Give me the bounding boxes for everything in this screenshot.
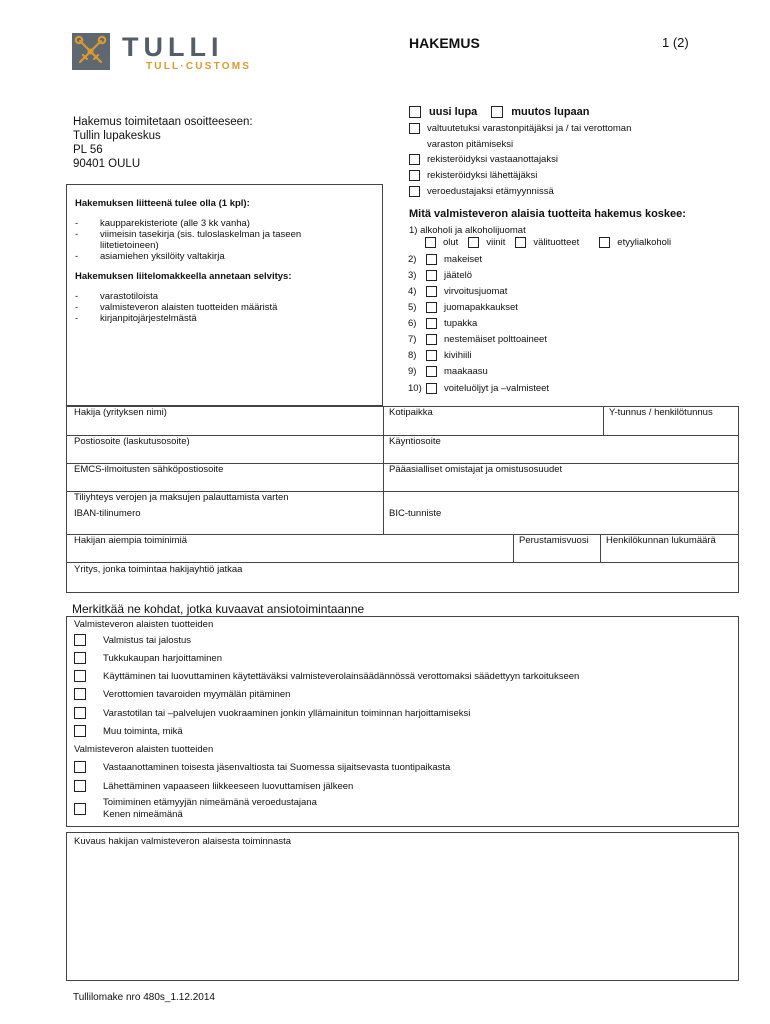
product-checkbox[interactable] bbox=[426, 286, 437, 297]
activity-label: Tukkukaupan harjoittaminen bbox=[103, 652, 222, 664]
tax-rep-label: veroedustajaksi etämyynnissä bbox=[427, 186, 554, 197]
product-number: 5) bbox=[408, 302, 417, 313]
permit-option-consignee bbox=[409, 154, 558, 165]
iban-field[interactable]: IBAN-tilinumero bbox=[74, 508, 141, 519]
activity-item bbox=[74, 725, 183, 737]
permit-change-checkbox[interactable] bbox=[491, 106, 503, 118]
product-number: 2) bbox=[408, 254, 417, 265]
activity-item bbox=[74, 634, 191, 646]
permit-option-tax-rep bbox=[409, 186, 554, 197]
product-number: 4) bbox=[408, 286, 417, 297]
permit-change-label: muutos lupaan bbox=[511, 106, 590, 118]
founded-year-field[interactable]: Perustamisvuosi bbox=[519, 535, 589, 546]
activity-checkbox[interactable] bbox=[74, 634, 86, 646]
product-checkbox[interactable] bbox=[426, 270, 437, 281]
activity-checkbox[interactable] bbox=[74, 707, 86, 719]
permit-type-row bbox=[409, 106, 590, 118]
intermediate-label: välituotteet bbox=[533, 237, 580, 248]
attachment-item: - kaupparekisteriote (alle 3 kk vanha) bbox=[75, 218, 382, 229]
address-postcode-city: 90401 OULU bbox=[73, 158, 141, 170]
supplement-item: - varastotiloista bbox=[75, 291, 382, 302]
activities-box bbox=[66, 616, 739, 827]
activity-checkbox[interactable] bbox=[74, 780, 86, 792]
owners-field[interactable]: Pääasialliset omistajat ja omistusosuudet bbox=[389, 464, 563, 475]
product-row bbox=[408, 383, 549, 394]
product-checkbox[interactable] bbox=[426, 302, 437, 313]
product-alcohol-label: 1) alkoholi ja alkoholijuomat bbox=[409, 225, 526, 236]
product-checkbox[interactable] bbox=[426, 334, 437, 345]
activity-description-label: Kuvaus hakijan valmisteveron alaisesta toiminnasta bbox=[74, 836, 292, 847]
product-row bbox=[408, 318, 477, 329]
tax-rep-activity-label: Toimiminen etämyyjän nimeämänä veroedustajana bbox=[103, 797, 317, 808]
attachment-item: - asiamiehen yksilöity valtakirja bbox=[75, 251, 382, 262]
warehouse-checkbox[interactable] bbox=[409, 123, 420, 134]
supplement-item: - valmisteveron alaisten tuotteiden määristä bbox=[75, 302, 382, 313]
permit-option-warehouse bbox=[409, 123, 631, 134]
product-number: 7) bbox=[408, 334, 417, 345]
activity-checkbox[interactable] bbox=[74, 652, 86, 664]
address-intro: Hakemus toimitetaan osoitteeseen: bbox=[73, 116, 253, 128]
bic-field[interactable]: BIC-tunniste bbox=[389, 508, 442, 519]
activity-checkbox[interactable] bbox=[74, 761, 86, 773]
activity-label: Verottomien tavaroiden myymälän pitäminen bbox=[103, 688, 291, 700]
product-checkbox[interactable] bbox=[426, 350, 437, 361]
product-label: voiteluöljyt ja –valmisteet bbox=[444, 383, 550, 394]
successor-field[interactable]: Yritys, jonka toimintaa hakijayhtiö jatkaa bbox=[74, 564, 243, 575]
form-number: Tullilomake nro 480s_1.12.2014 bbox=[73, 992, 215, 1003]
activity-item bbox=[74, 797, 317, 821]
supplement-heading: Hakemuksen liitelomakkeella annetaan selvitys: bbox=[75, 271, 292, 282]
postal-address-field[interactable]: Postiosoite (laskutusosoite) bbox=[74, 436, 190, 447]
tax-rep-checkbox[interactable] bbox=[409, 186, 420, 197]
activity-label: Varastotilan tai –palvelujen vuokraaminen jonkin yllämainitun toiminnan harjoittamiseksi bbox=[103, 707, 471, 719]
domicile-field[interactable]: Kotipaikka bbox=[389, 407, 433, 418]
previous-names-field[interactable]: Hakijan aiempia toiminimiä bbox=[74, 535, 187, 546]
activity-group-heading: Valmisteveron alaisten tuotteiden bbox=[74, 619, 214, 630]
product-row bbox=[408, 286, 507, 297]
emcs-email-field[interactable]: EMCS-ilmoitusten sähköpostiosoite bbox=[74, 464, 224, 475]
product-label: jäätelö bbox=[444, 270, 472, 281]
address-office: Tullin lupakeskus bbox=[73, 130, 161, 142]
product-row bbox=[408, 334, 547, 345]
beer-checkbox[interactable] bbox=[425, 237, 436, 248]
product-label: makeiset bbox=[444, 254, 483, 265]
form-title: HAKEMUS bbox=[409, 35, 480, 51]
activity-checkbox[interactable] bbox=[74, 688, 86, 700]
product-number: 6) bbox=[408, 318, 417, 329]
activity-label: Lähettäminen vapaaseen liikkeeseen luovuttamisen jälkeen bbox=[103, 780, 354, 792]
warehouse-label: valtuutetuksi varastonpitäjäksi ja / tai verottoman bbox=[427, 123, 632, 134]
business-id-field[interactable]: Y-tunnus / henkilötunnus bbox=[609, 407, 713, 418]
consignor-checkbox[interactable] bbox=[409, 170, 420, 181]
recipient-address bbox=[73, 115, 253, 171]
intermediate-checkbox[interactable] bbox=[515, 237, 526, 248]
activities-title: Merkitkää ne kohdat, jotka kuvaavat ansiotoimintaanne bbox=[72, 602, 365, 616]
product-row bbox=[408, 350, 471, 361]
product-row bbox=[408, 366, 488, 377]
activity-label bbox=[103, 797, 317, 821]
crossed-keys-icon bbox=[72, 33, 110, 70]
product-checkbox[interactable] bbox=[426, 318, 437, 329]
address-po-box: PL 56 bbox=[73, 144, 103, 156]
customs-logo-emblem bbox=[72, 33, 110, 70]
activity-item bbox=[74, 688, 290, 700]
product-label: juomapakkaukset bbox=[444, 302, 518, 313]
activity-group-heading: Valmisteveron alaisten tuotteiden bbox=[74, 744, 214, 755]
warehouse-label-cont: varaston pitämiseksi bbox=[427, 139, 514, 150]
product-label: nestemäiset polttoaineet bbox=[444, 334, 547, 345]
activity-item bbox=[74, 761, 450, 773]
supplement-item: - kirjanpitojärjestelmästä bbox=[75, 313, 382, 324]
alcohol-subtypes bbox=[425, 237, 681, 248]
new-permit-checkbox[interactable] bbox=[409, 106, 421, 118]
product-label: kivihiili bbox=[444, 350, 472, 361]
activity-item bbox=[74, 670, 579, 682]
beer-label: olut bbox=[443, 237, 459, 248]
product-checkbox[interactable] bbox=[426, 366, 437, 377]
logo-subtitle: TULL·CUSTOMS bbox=[146, 61, 252, 72]
product-number: 10) bbox=[408, 383, 422, 394]
attachments-heading: Hakemuksen liitteenä tulee olla (1 kpl): bbox=[75, 198, 250, 209]
product-label: virvoitusjuomat bbox=[444, 286, 508, 297]
attachment-item: - viimeisin tasekirja (sis. tuloslaskelman ja taseen liitetietoineen) bbox=[75, 229, 360, 251]
activity-description-field[interactable] bbox=[66, 832, 739, 981]
consignor-label: rekisteröidyksi lähettäjäksi bbox=[427, 170, 538, 181]
consignee-label: rekisteröidyksi vastaanottajaksi bbox=[427, 154, 558, 165]
activity-label: Valmistus tai jalostus bbox=[103, 634, 191, 646]
activity-label: Käyttäminen tai luovuttaminen käytettäväksi valmisteverolainsäädännössä verottomaksi säädettyyn tarkoitukseen bbox=[103, 670, 580, 682]
permit-option-consignor bbox=[409, 170, 537, 181]
ethyl-alcohol-label: etyylialkoholi bbox=[617, 237, 672, 248]
activity-item bbox=[74, 652, 222, 664]
attachments-box bbox=[66, 184, 383, 406]
products-question: Mitä valmisteveron alaisia tuotteita hakemus koskee: bbox=[409, 208, 686, 220]
nominator-label: Kenen nimeämänä bbox=[103, 809, 183, 820]
product-label: tupakka bbox=[444, 318, 478, 329]
logo-wordmark: TULLI bbox=[122, 32, 224, 62]
activity-item bbox=[74, 780, 353, 792]
staff-count-field[interactable]: Henkilökunnan lukumäärä bbox=[606, 535, 716, 546]
product-label: maakaasu bbox=[444, 366, 488, 377]
ethyl-alcohol-checkbox[interactable] bbox=[599, 237, 610, 248]
consignee-checkbox[interactable] bbox=[409, 154, 420, 165]
activity-label: Vastaanottaminen toisesta jäsenvaltiosta tai Suomessa sijaitsevasta tuontipaikasta bbox=[103, 761, 451, 773]
activity-label: Muu toiminta, mikä bbox=[103, 725, 183, 737]
product-row bbox=[408, 302, 518, 313]
product-number: 3) bbox=[408, 270, 417, 281]
product-number: 8) bbox=[408, 350, 417, 361]
wine-label: viinit bbox=[486, 237, 506, 248]
visit-address-field[interactable]: Käyntiosoite bbox=[389, 436, 441, 447]
product-number: 9) bbox=[408, 366, 417, 377]
product-row bbox=[408, 254, 482, 265]
activity-item bbox=[74, 707, 470, 719]
product-row bbox=[408, 270, 472, 281]
wine-checkbox[interactable] bbox=[468, 237, 479, 248]
account-info-label: Tiliyhteys verojen ja maksujen palauttamista varten bbox=[74, 492, 289, 503]
product-checkbox[interactable] bbox=[426, 383, 437, 394]
activity-checkbox[interactable] bbox=[74, 803, 86, 815]
applicant-table bbox=[66, 406, 739, 593]
activity-checkbox[interactable] bbox=[74, 670, 86, 682]
page-number: 1 (2) bbox=[662, 35, 689, 50]
applicant-name-field[interactable]: Hakija (yrityksen nimi) bbox=[74, 407, 167, 418]
new-permit-label: uusi lupa bbox=[429, 106, 478, 118]
activity-checkbox[interactable] bbox=[74, 725, 86, 737]
product-checkbox[interactable] bbox=[426, 254, 437, 265]
